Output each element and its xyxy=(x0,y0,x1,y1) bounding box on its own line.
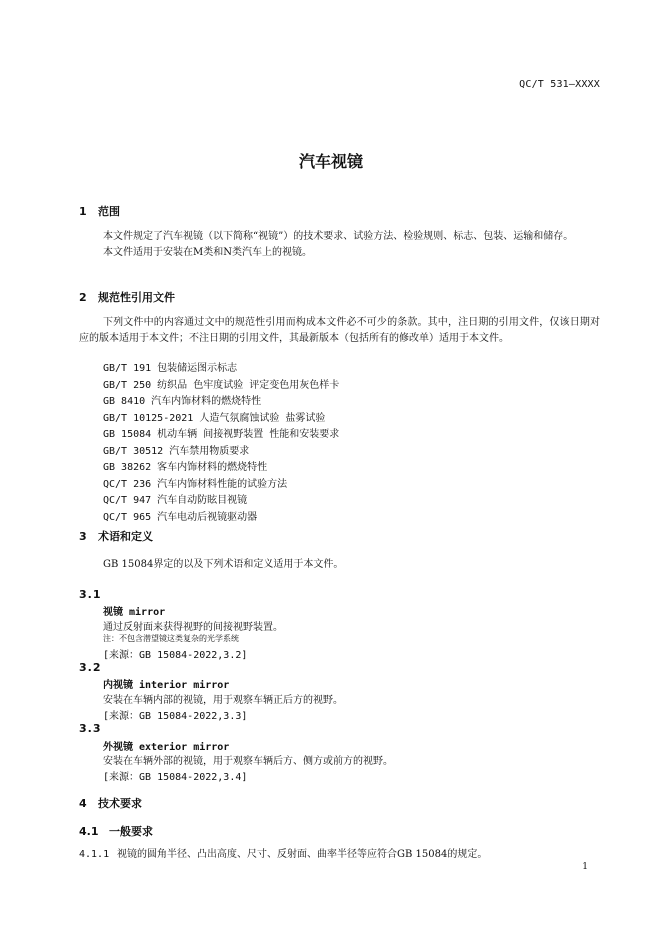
page-number: 1 xyxy=(582,862,588,872)
clause-4-1-1 xyxy=(79,845,487,860)
section-4-heading xyxy=(79,795,142,811)
reference-item: QC/T 965 汽车电动后视镜驱动器 xyxy=(103,511,258,523)
term-number: 3.2 xyxy=(79,661,102,674)
standard-code: QC/T 531—XXXX xyxy=(519,79,600,90)
section-3-heading xyxy=(79,528,153,544)
section-number: 2 xyxy=(79,291,87,304)
subsection-heading xyxy=(79,823,153,839)
section-title: 术语和定义 xyxy=(98,530,153,543)
clause-text: 视镜的圆角半径、凸出高度、尺寸、反射面、曲率半径等应符合GB 15084的规定。 xyxy=(117,849,488,860)
section-title: 技术要求 xyxy=(98,797,142,810)
section-title: 范围 xyxy=(98,205,120,218)
term-source: [来源：GB 15084-2022,3.2] xyxy=(103,650,248,661)
reference-item: GB/T 191 包装储运图示标志 xyxy=(103,363,238,374)
subsection-title: 一般要求 xyxy=(109,825,153,838)
term-definition: 安装在车辆外部的视镜，用于观察车辆后方、侧方或前方的视野。 xyxy=(103,756,393,767)
reference-item: GB 8410 汽车内饰材料的燃烧特性 xyxy=(103,396,262,407)
section-2-intro xyxy=(79,315,600,347)
clause-number: 4.1.1 xyxy=(79,849,110,860)
section-2-heading xyxy=(79,289,175,305)
section-number: 1 xyxy=(79,205,87,218)
term-number: 3.1 xyxy=(79,588,102,601)
reference-item: QC/T 947 汽车自动防眩目视镜 xyxy=(103,495,248,506)
paragraph: 本文件规定了汽车视镜（以下简称“视镜”）的技术要求、试验方法、检验规则、标志、包装、运输和储存。 xyxy=(103,231,574,242)
term-definition: 通过反射面来获得视野的间接视野装置。 xyxy=(103,622,283,633)
paragraph: 下列文件中的内容通过文中的规范性引用而构成本文件必不可少的条款。其中，注日期的引用文件，仅该日期对应的版本适用于本文件；不注日期的引用文件，其最新版本（包括所有的修改单）适用于本文件。 xyxy=(79,317,600,344)
term-source: [来源：GB 15084-2022,3.3] xyxy=(103,711,248,722)
section-1-body xyxy=(79,229,600,261)
reference-item: QC/T 236 汽车内饰材料性能的试验方法 xyxy=(103,478,288,490)
reference-item: GB 38262 客车内饰材料的燃烧特性 xyxy=(103,462,268,473)
section-3-intro: GB 15084界定的以及下列术语和定义适用于本文件。 xyxy=(103,559,344,570)
section-1-heading xyxy=(79,203,120,219)
document-title: 汽车视镜 xyxy=(298,152,363,171)
term-source: [来源：GB 15084-2022,3.4] xyxy=(103,772,248,783)
paragraph: 本文件适用于安装在M类和N类汽车上的视镜。 xyxy=(103,247,312,258)
term-name: 内视镜 interior mirror xyxy=(103,680,230,691)
reference-item: GB/T 30512 汽车禁用物质要求 xyxy=(103,445,250,457)
section-number: 3 xyxy=(79,530,87,543)
reference-item: GB/T 10125-2021 人造气氛腐蚀试验 盐雾试验 xyxy=(103,412,326,424)
section-title: 规范性引用文件 xyxy=(98,291,175,304)
section-number: 4 xyxy=(79,797,87,810)
reference-item: GB/T 250 纺织品 色牢度试验 评定变色用灰色样卡 xyxy=(103,379,340,391)
reference-list xyxy=(103,361,339,526)
term-note: 注：不包含潜望镜这类复杂的光学系统 xyxy=(103,634,239,643)
term-name: 外视镜 exterior mirror xyxy=(103,742,230,753)
subsection-number: 4.1 xyxy=(79,825,99,838)
reference-item: GB 15084 机动车辆 间接视野装置 性能和安装要求 xyxy=(103,429,340,440)
term-name: 视镜 mirror xyxy=(103,607,166,618)
term-definition: 安装在车辆内部的视镜，用于观察车辆正后方的视野。 xyxy=(103,695,343,706)
term-number: 3.3 xyxy=(79,722,102,735)
